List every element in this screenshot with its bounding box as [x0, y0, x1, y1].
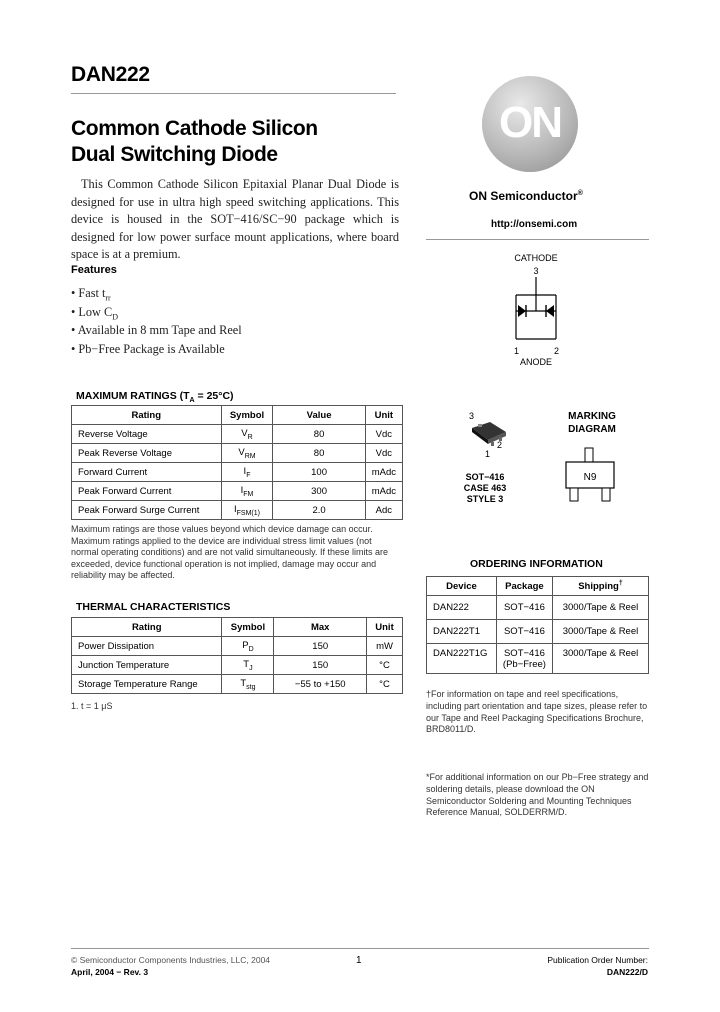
- brand-name: ON Semiconductor®: [469, 189, 583, 203]
- publication-label: Publication Order Number:: [547, 955, 648, 965]
- pkg-pin-1-label: 1: [485, 449, 491, 459]
- title-line-1: Common Cathode Silicon: [71, 117, 318, 140]
- table-row: Power Dissipation $P_D$ 150 mW: [72, 637, 403, 656]
- table-row: DAN222 SOT−416 3000/Tape & Reel: [427, 596, 649, 620]
- diode-schematic: [496, 277, 576, 345]
- table-row: Peak Forward Surge Current $I_{FSM(1)}$ 2.0 Adc: [72, 501, 403, 520]
- description-paragraph: This Common Cathode Silicon Epitaxial Planar Dual Diode is designed for use in ultra high speed switching applications. This device is housed in the SOT−416/SC−90 package which is designed for low power surface mount applications, where board space is at a premium.: [71, 177, 399, 261]
- max-ratings-table: [71, 405, 403, 520]
- footer-divider: [71, 948, 649, 949]
- list-item: • Pb−Free Package is Available: [71, 342, 242, 361]
- header-divider: [71, 93, 396, 94]
- title-line-2: Dual Switching Diode: [71, 143, 278, 166]
- sot416-package-icon: [466, 418, 514, 448]
- marking-diagram-title: MARKING DIAGRAM: [568, 411, 616, 435]
- anode-label: ANODE: [519, 357, 552, 367]
- publication-number: DAN222/D: [606, 967, 648, 977]
- logo-text: ON: [499, 98, 561, 147]
- table-row: DAN222T1G SOT−416 (Pb−Free) 3000/Tape & Reel: [427, 644, 649, 674]
- table-header-row: Rating Symbol Value Unit: [72, 406, 403, 425]
- pin-3-label: 3: [533, 266, 539, 276]
- footnote: 1. t = 1 μS: [71, 701, 113, 711]
- website-link[interactable]: http://onsemi.com: [491, 219, 578, 230]
- list-item: • Fast $t_{rr}$: [71, 286, 242, 305]
- date-revision: April, 2004 − Rev. 3: [71, 967, 149, 977]
- max-ratings-heading: MAXIMUM RATINGS $(T_A = 25^\circ C)$: [76, 390, 234, 405]
- page-title: [71, 116, 318, 168]
- table-row: Forward Current $I_F$ 100 mAdc: [72, 463, 403, 482]
- table-row: Reverse Voltage $V_R$ 80 Vdc: [72, 425, 403, 444]
- marking-code: N9: [583, 472, 597, 483]
- thermal-heading: THERMAL CHARACTERISTICS: [76, 601, 231, 613]
- list-item: • Low $C_D$: [71, 305, 242, 324]
- table-header-row: Rating Symbol Max Unit: [72, 618, 403, 637]
- pkg-pin-3-label: 3: [469, 411, 475, 421]
- table-row: Peak Reverse Voltage $V_{RM}$ 80 Vdc: [72, 444, 403, 463]
- max-ratings-note: Maximum ratings are those values beyond which device damage can occur. Maximum ratings applied to the device are individual stress limit values (not normal operating conditions) and are not valid simultaneously. If these limits are exceeded, device functional operation is not implied, damage may occur and reliability may be affected.: [71, 524, 388, 580]
- table-row: Storage Temperature Range $T_{stg}$ −55 to +150 °C: [72, 675, 403, 694]
- copyright-text: © Semiconductor Components Industries, LLC, 2004: [71, 955, 271, 965]
- thermal-table: [71, 617, 403, 694]
- pkg-pin-2-label: 2: [497, 440, 503, 450]
- table-header-row: Device Package Shipping†: [427, 577, 649, 596]
- pin-1-label: 1: [514, 346, 520, 356]
- features-heading: Features: [71, 264, 117, 276]
- ordering-table: [426, 576, 649, 674]
- table-row: DAN222T1 SOT−416 3000/Tape & Reel: [427, 620, 649, 644]
- list-item: • Available in 8 mm Tape and Reel: [71, 323, 242, 342]
- ordering-heading: ORDERING INFORMATION: [470, 558, 603, 570]
- table-row: Peak Forward Current $I_{FM}$ 300 mAdc: [72, 482, 403, 501]
- cathode-label: CATHODE: [514, 253, 558, 263]
- page-number: 1: [356, 955, 362, 966]
- part-number: DAN222: [71, 63, 150, 86]
- right-divider: [426, 239, 649, 240]
- features-list: [71, 286, 242, 360]
- pin-2-label: 2: [554, 346, 560, 356]
- package-info: SOT−416 CASE 463 STYLE 3: [463, 472, 507, 504]
- pbfree-note: *For additional information on our Pb−Free strategy and soldering details, please download the ON Semiconductor Soldering and Mounting Techniques Reference Manual, SOLDERRM/D.: [426, 772, 649, 818]
- table-row: Junction Temperature $T_J$ 150 °C: [72, 656, 403, 675]
- ordering-note: †For information on tape and reel specifications, including part orientation and tape sizes, please refer to our Tape and Reel Packaging Specifications Brochure, BRD8011/D.: [426, 689, 648, 735]
